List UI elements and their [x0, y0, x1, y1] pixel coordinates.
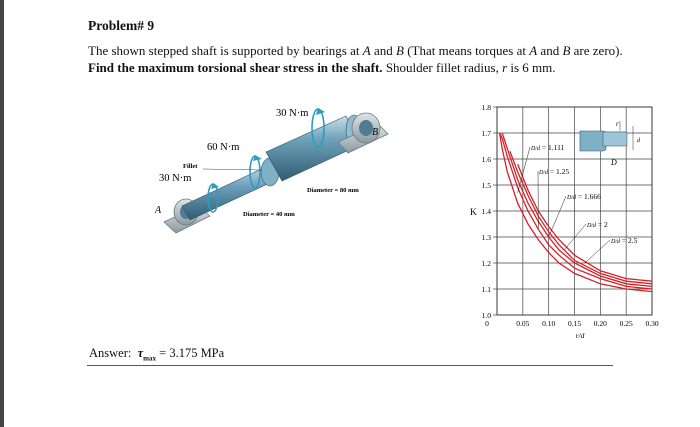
- y-tick-label: 1.1: [481, 285, 491, 294]
- series-label: D/d = 2: [587, 220, 608, 229]
- series-label: D/d = 1.666: [567, 192, 601, 201]
- y-tick-label: 1.7: [481, 129, 491, 138]
- x-tick-label: 0.05: [516, 319, 530, 328]
- inset-shaft-diagram: [580, 120, 641, 167]
- x-tick-label: 0.15: [567, 319, 582, 328]
- point-a-label: A: [155, 205, 162, 216]
- diameter-small-label: Diameter = 40 mm: [243, 211, 295, 218]
- chart-ticks: [482, 103, 659, 328]
- y-axis-label: K: [470, 208, 477, 218]
- problem-instruction: Find the maximum torsional shear stress in the shaft.: [88, 60, 383, 75]
- problem-title: Problem# 9: [88, 18, 155, 33]
- inset-d-label: d: [637, 138, 640, 144]
- y-tick-label: 1.3: [481, 233, 491, 242]
- torque-label-left: 30 N·m: [159, 173, 192, 184]
- series-label: D/d = 2.5: [611, 236, 638, 245]
- answer-value: = 3.175 MPa: [159, 346, 225, 360]
- torque-label-mid: 60 N·m: [207, 142, 240, 153]
- x-tick-label: 0: [485, 319, 489, 328]
- x-tick-label: 0.20: [593, 319, 607, 328]
- answer-underline: [87, 365, 613, 366]
- stepped-shaft-illustration: [154, 108, 388, 233]
- y-tick-label: 1.4: [481, 207, 491, 216]
- torque-label-top: 30 N·m: [276, 108, 309, 119]
- y-tick-label: 1.0: [481, 311, 491, 320]
- answer-line: Answer: $\tau_{max} = 3.175$ MPa: [89, 346, 225, 363]
- chart-series-labels: [518, 143, 638, 263]
- series-leader-line: [549, 196, 566, 237]
- inset-D-label: D: [611, 158, 617, 167]
- series-label: D/d = 1.111: [531, 143, 565, 152]
- x-axis-label: r/d: [575, 331, 585, 340]
- y-tick-label: 1.2: [481, 259, 491, 268]
- y-tick-label: 1.8: [481, 103, 491, 112]
- stress-concentration-chart: [470, 103, 659, 340]
- y-tick-label: 1.5: [481, 181, 491, 190]
- point-b-label: B: [372, 127, 379, 138]
- diameter-large-label: Diameter = 80 mm: [307, 187, 359, 194]
- x-tick-label: 0.25: [619, 319, 633, 328]
- series-line: [500, 133, 652, 292]
- series-leader-line: [585, 240, 610, 263]
- x-tick-label: 0.10: [542, 319, 556, 328]
- chart-lines: [500, 133, 652, 292]
- fillet-label: Fillet: [183, 163, 198, 170]
- series-line: [502, 133, 652, 286]
- problem-statement: The shown stepped shaft is supported by bearings at A and B (That means torques at A and B are zero). Find the maximum torsional shear stress in the shaft. Shoulder fillet radius, r is 6 mm.: [88, 43, 623, 75]
- y-tick-label: 1.6: [481, 155, 491, 164]
- inset-r-label: r: [616, 120, 619, 128]
- x-tick-label: 0.30: [645, 319, 659, 328]
- series-label: D/d = 1.25: [539, 167, 570, 176]
